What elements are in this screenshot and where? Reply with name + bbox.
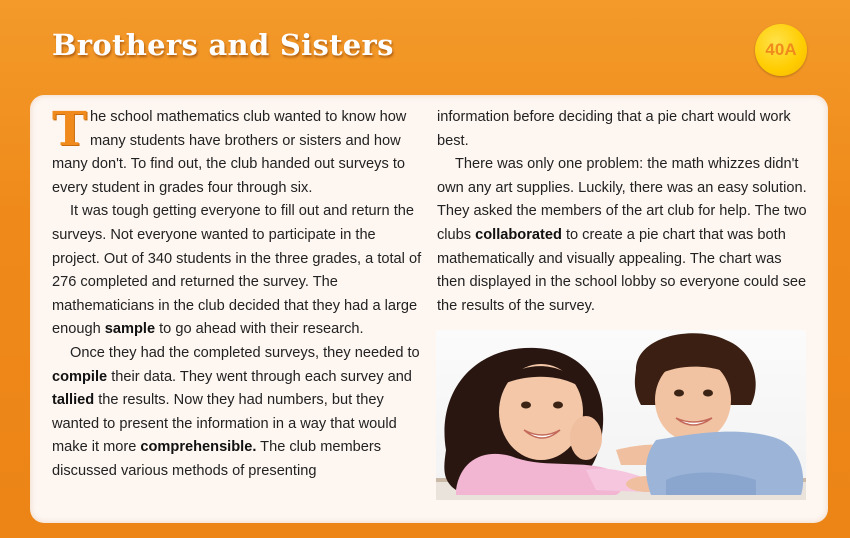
- paragraph-5-text-a: There was only one problem: the math whizzes didn't own any art supplies. Luckily, there was an easy solution. They asked the members of the art club for help. The two clubs: [437, 156, 807, 243]
- page-title: Brothers and Sisters: [52, 28, 394, 62]
- paragraph-5-text-b: to create a pie chart that was both mathematically and visually appealing. The chart was then displayed in the school lobby so everyone could see the results of the survey.: [437, 226, 807, 314]
- vocab-collaborated: collaborated: [475, 226, 562, 243]
- paragraph-3: [52, 342, 422, 484]
- paragraph-3-text-a: Once they had the completed surveys, they needed to: [70, 344, 420, 361]
- paragraph-1-text: he school mathematics club wanted to know how many students have brothers or sisters and how many don't. To find out, the club handed out surveys to every student in grades four through six.: [52, 109, 407, 196]
- paragraph-2: [52, 200, 422, 342]
- paragraph-3-text-b: their data. They went through each survey and: [107, 368, 412, 385]
- paragraph-4: information before deciding that a pie chart would work best.: [437, 109, 791, 149]
- vocab-compile: compile: [52, 368, 108, 385]
- drop-cap: T: [52, 102, 87, 157]
- article-column-right: [437, 106, 809, 318]
- paragraph-5: [437, 153, 809, 318]
- paragraph-2-text-b: to go ahead with their research.: [155, 321, 364, 338]
- vocab-sample: sample: [104, 321, 156, 338]
- vocab-tallied: tallied: [52, 392, 95, 409]
- children-illustration: [436, 330, 806, 500]
- paragraph-2-text-a: It was tough getting everyone to fill out and return the surveys. Not everyone wanted to participate in the project. Out of 340 students in the three grades, a total of 276 completed and returned the survey. The mathematicians in the club decided that they had a large enough: [52, 203, 422, 338]
- paragraph-1: [52, 102, 422, 200]
- paragraph-3-text-c: the results. Now they had numbers, but they wanted to present the information in a way that would make it more: [52, 392, 397, 456]
- lesson-badge: 40A: [755, 24, 807, 76]
- children-photo: [436, 330, 806, 500]
- vocab-comprehensible: comprehensible.: [140, 439, 257, 456]
- paragraph-3-text-d: The club members discussed various methods of presenting: [52, 439, 382, 479]
- article-column-left: [52, 102, 422, 484]
